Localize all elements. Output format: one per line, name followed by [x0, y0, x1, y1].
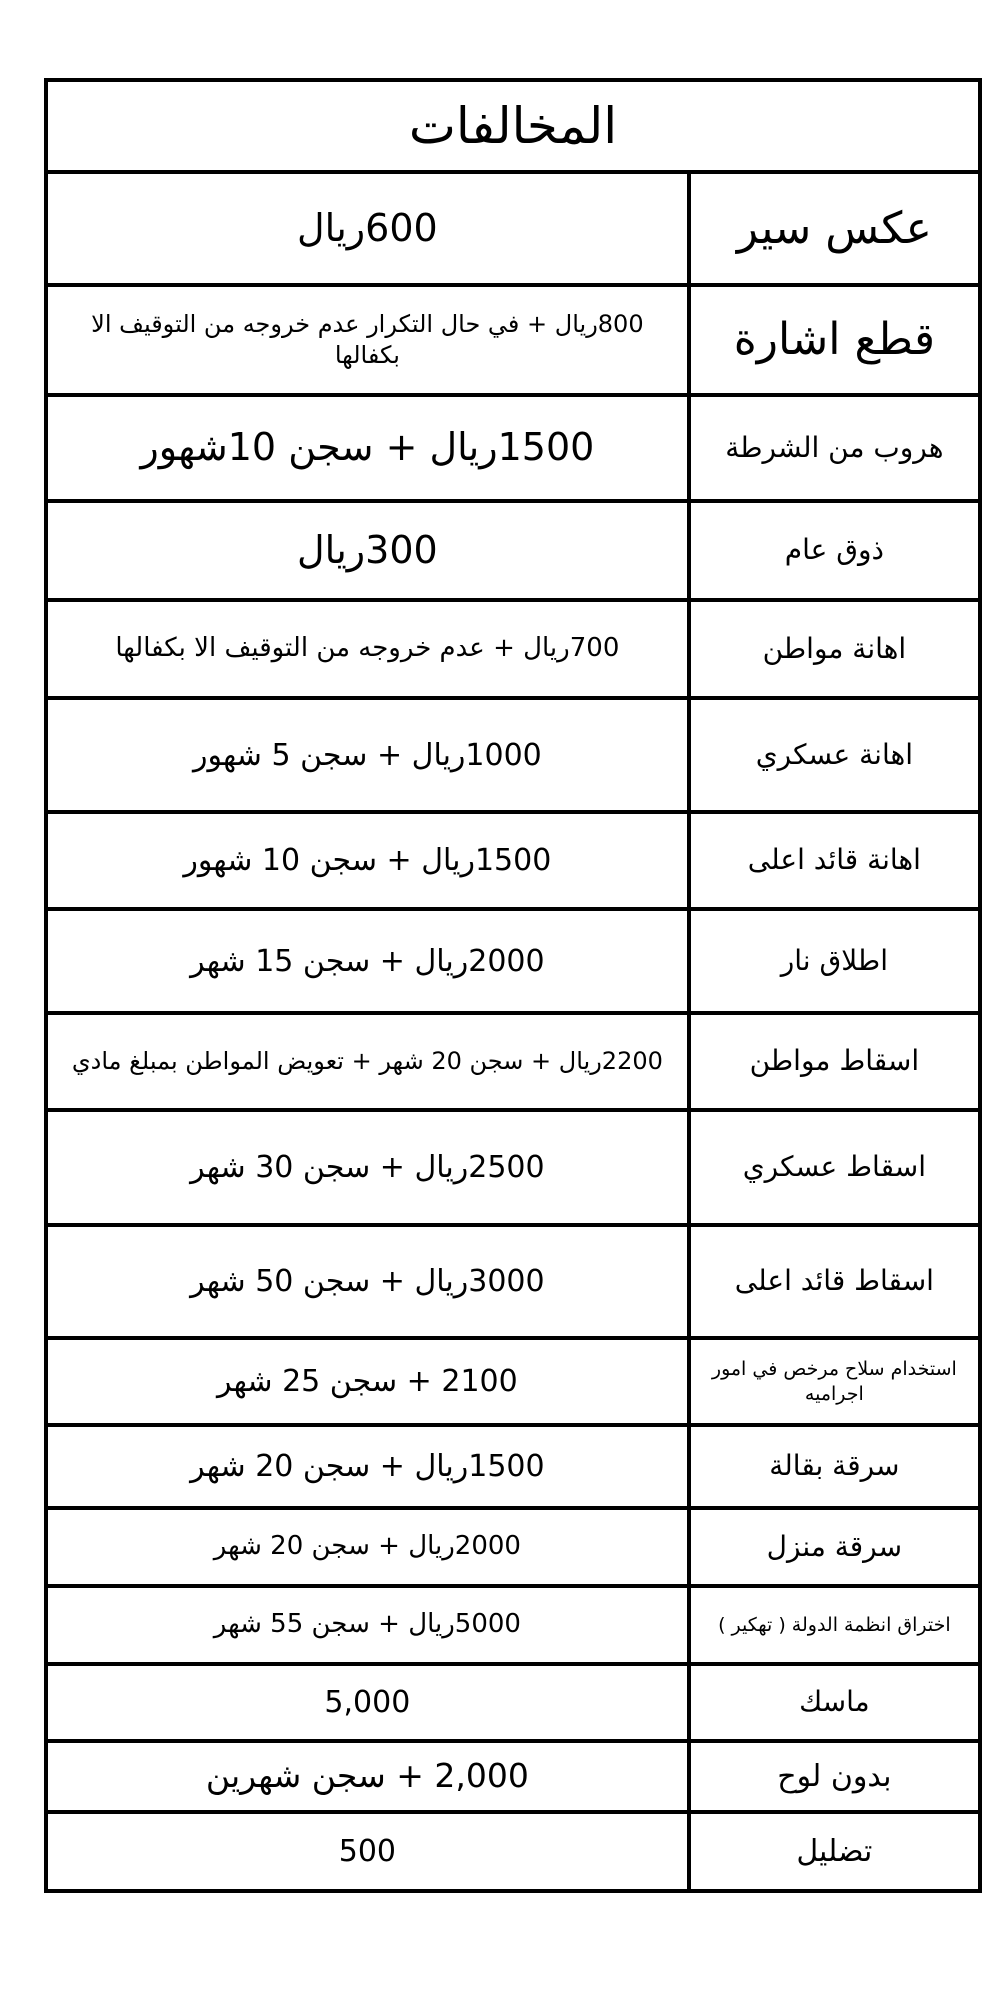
offense-cell: اسقاط مواطن [689, 1013, 980, 1110]
penalty-cell: 2,000 + سجن شهرين [46, 1741, 689, 1812]
penalty-cell: 5,000 [46, 1664, 689, 1741]
penalty-cell: 2000ريال + سجن 15 شهر [46, 909, 689, 1013]
table-row [46, 1741, 980, 1812]
table-row [46, 501, 980, 600]
table-row [46, 1425, 980, 1508]
offense-cell: تضليل [689, 1812, 980, 1891]
table-title: المخالفات [46, 80, 980, 172]
offense-cell: استخدام سلاح مرخص في امور اجراميه [689, 1338, 980, 1425]
table-row [46, 1508, 980, 1586]
title-row [46, 80, 980, 172]
offense-cell: ذوق عام [689, 501, 980, 600]
table-row [46, 285, 980, 395]
violations-table [44, 78, 982, 1893]
offense-cell: اطلاق نار [689, 909, 980, 1013]
offense-cell: هروب من الشرطة [689, 395, 980, 501]
penalty-cell: 1000ريال + سجن 5 شهور [46, 698, 689, 812]
table-row [46, 812, 980, 909]
table-row [46, 1110, 980, 1225]
table-row [46, 172, 980, 285]
penalty-cell: 2100 + سجن 25 شهر [46, 1338, 689, 1425]
penalty-cell: 700ريال + عدم خروجه من التوقيف الا بكفالها [46, 600, 689, 698]
table-row [46, 909, 980, 1013]
penalty-cell: 2000ريال + سجن 20 شهر [46, 1508, 689, 1586]
offense-cell: اهانة قائد اعلى [689, 812, 980, 909]
table-row [46, 698, 980, 812]
offense-cell: اسقاط قائد اعلى [689, 1225, 980, 1338]
offense-cell: ماسك [689, 1664, 980, 1741]
penalty-cell: 1500ريال + سجن 10شهور [46, 395, 689, 501]
penalty-cell: 3000ريال + سجن 50 شهر [46, 1225, 689, 1338]
penalty-cell: 2200ريال + سجن 20 شهر + تعويض المواطن بمبلغ مادي [46, 1013, 689, 1110]
offense-cell: اهانة عسكري [689, 698, 980, 812]
penalty-cell: 800ريال + في حال التكرار عدم خروجه من التوقيف الا بكفالها [46, 285, 689, 395]
table-row [46, 1586, 980, 1664]
table-row [46, 1013, 980, 1110]
table-row [46, 1225, 980, 1338]
table-row [46, 1338, 980, 1425]
penalty-cell: 1500ريال + سجن 20 شهر [46, 1425, 689, 1508]
table-row [46, 600, 980, 698]
penalty-cell: 1500ريال + سجن 10 شهور [46, 812, 689, 909]
offense-cell: بدون لوح [689, 1741, 980, 1812]
table-row [46, 1812, 980, 1891]
penalty-cell: 5000ريال + سجن 55 شهر [46, 1586, 689, 1664]
penalty-cell: 300ريال [46, 501, 689, 600]
offense-cell: سرقة منزل [689, 1508, 980, 1586]
offense-cell: عكس سير [689, 172, 980, 285]
table-row [46, 395, 980, 501]
penalty-cell: 600ريال [46, 172, 689, 285]
offense-cell: قطع اشارة [689, 285, 980, 395]
penalty-cell: 2500ريال + سجن 30 شهر [46, 1110, 689, 1225]
offense-cell: اختراق انظمة الدولة ( تهكير ) [689, 1586, 980, 1664]
offense-cell: اسقاط عسكري [689, 1110, 980, 1225]
offense-cell: اهانة مواطن [689, 600, 980, 698]
penalty-cell: 500 [46, 1812, 689, 1891]
table-row [46, 1664, 980, 1741]
offense-cell: سرقة بقالة [689, 1425, 980, 1508]
